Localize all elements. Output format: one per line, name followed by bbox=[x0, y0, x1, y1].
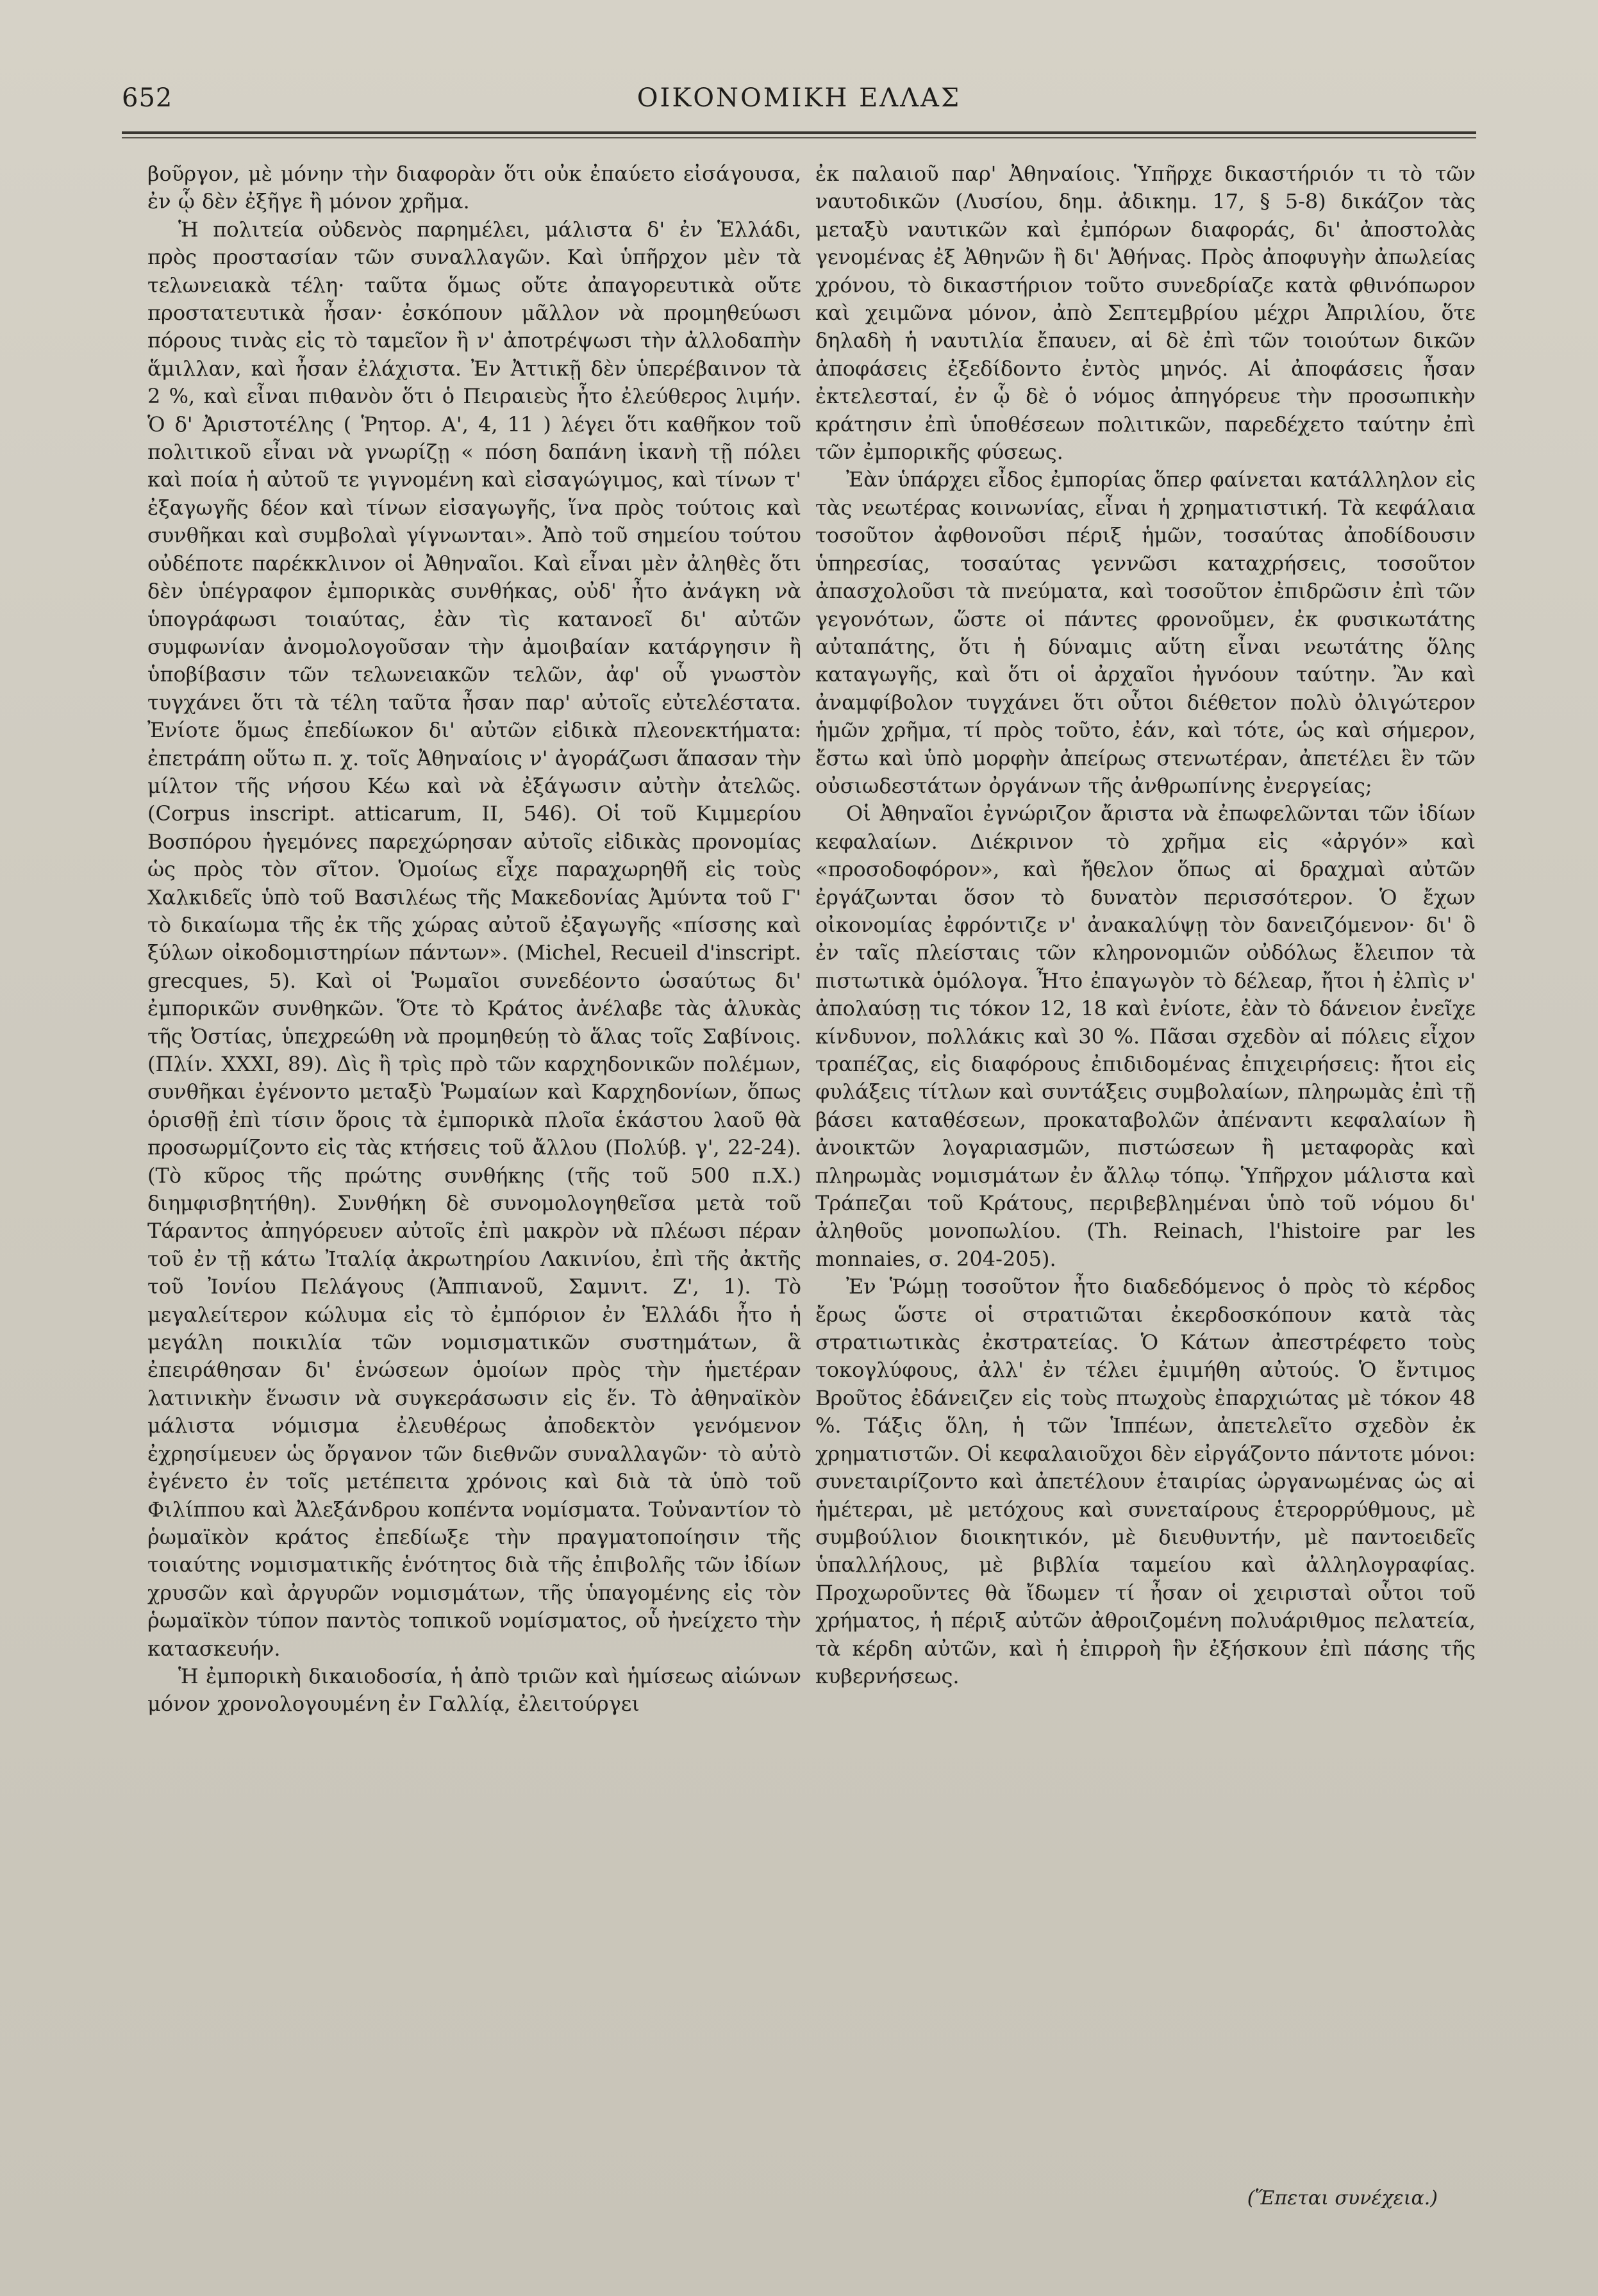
left-column bbox=[147, 160, 801, 1718]
running-title: ΟΙΚΟΝΟΜΙΚΗ ΕΛΛΑΣ bbox=[637, 83, 961, 113]
paragraph: Οἱ Ἀθηναῖοι ἐγνώριζον ἄριστα νὰ ἐπωφελῶνται τῶν ἰδίων κεφαλαίων. Διέκρινον τὸ χρῆμα εἰς «ἀργόν» καὶ «προσοδοφόρον», καὶ ἤθελον ὅπως αἱ δραχμαὶ αὐτῶν ἐργάζωνται ὅσον τὸ δυνατὸν περισσότερον. Ὁ ἔχων οἰκονομίας ἐφρόντιζε ν' ἀνακαλύψῃ τὸν δανειζόμενον· δι' ὃ ἐν ταῖς πλείσταις τῶν κληρονομιῶν οὐδόλως ἔλειπον τὰ πιστωτικὰ ὁμόλογα. Ἦτο ἐπαγωγὸν τὸ δέλεαρ, ἤτοι ἡ ἐλπὶς ν' ἀπολαύσῃ τις τόκον 12, 18 καὶ ἐνίοτε, ἐὰν τὸ δάνειον ἐνεῖχε κίνδυνον, πολλάκις καὶ 30 %. Πᾶσαι σχεδὸν αἱ πόλεις εἶχον τραπέζας, εἰς διαφόρους ἐπιδιδομένας ἐπιχειρήσεις: ἤτοι εἰς φυλάξεις τίτλων καὶ συντάξεις συμβολαίων, πληρωμὰς ἐπὶ τῇ βάσει καταθέσεων, προκαταβολῶν ἀπέναντι κεφαλαίων ἢ ἀνοικτῶν λογαριασμῶν, πιστώσεων ἢ μεταφορὰς καὶ πληρωμὰς νομισμάτων ἐν ἄλλῳ τόπῳ. Ὑπῆρχον μάλιστα καὶ Τράπεζαι τοῦ Κράτους, περιβεβλημέναι ὑπὸ τοῦ νόμου δι' ἀληθοῦς μονοπωλίου. (Th. Reinach, l'histoire par les monnaies, σ. 204-205). bbox=[815, 801, 1476, 1271]
page-header bbox=[122, 83, 1476, 135]
page-number: 652 bbox=[122, 83, 173, 113]
paragraph: βοῦργον, μὲ μόνην τὴν διαφορὰν ὅτι οὐκ ἐπαύετο εἰσάγουσα, ἐν ᾧ δὲν ἐξῆγε ἢ μόνον χρῆμα. bbox=[147, 162, 801, 214]
continued-note: (Ἕπεται συνέχεια.) bbox=[1247, 2187, 1438, 2209]
header-rule bbox=[122, 131, 1476, 134]
paragraph: Ἡ πολιτεία οὐδενὸς παρημέλει, μάλιστα δ' ἐν Ἑλλάδι, πρὸς προστασίαν τῶν συναλλαγῶν. Καὶ ὑπῆρχον μὲν τὰ τελωνειακὰ τέλη· ταῦτα ὅμως οὔτε ἀπαγορευτικὰ οὔτε προστατευτικὰ ἦσαν· ἐσκόπουν μᾶλλον νὰ προμηθεύωσι πόρους τινὰς εἰς τὸ ταμεῖον ἢ ν' ἀποτρέψωσι τὴν ἀλλοδαπὴν ἅμιλλαν, καὶ ἦσαν ἐλάχιστα. Ἐν Ἀττικῇ δὲν ὑπερέβαινον τὰ 2 %, καὶ εἶναι πιθανὸν ὅτι ὁ Πειραιεὺς ἦτο ἐλεύθερος λιμήν. Ὁ δ' Ἀριστοτέλης ( Ῥητορ. Α', 4, 11 ) λέγει ὅτι καθῆκον τοῦ πολιτικοῦ εἶναι νὰ γνωρίζῃ « πόση δαπάνη ἱκανὴ τῇ πόλει καὶ ποία ἡ αὐτοῦ τε γιγνομένη καὶ εἰσαγώγιμος, καὶ τίνων τ' ἐξαγωγῆς δέον καὶ τίνων εἰσαγωγῆς, ἵνα πρὸς τούτοις καὶ συνθῆκαι καὶ συμβολαὶ γίγνωνται». Ἀπὸ τοῦ σημείου τούτου οὐδέποτε παρέκκλινον οἱ Ἀθηναῖοι. Καὶ εἶναι μὲν ἀληθὲς ὅτι δὲν ὑπέγραφον ἐμπορικὰς συνθήκας, οὐδ' ἦτο ἀνάγκη νὰ ὑπογράφωσι τοιαύτας, ἐὰν τὶς κατανοεῖ δι' αὐτῶν συμφωνίαν ἀνομολογοῦσαν τὴν ἀμοιβαίαν κατάργησιν ἢ ὑποβίβασιν τῶν τελωνειακῶν τελῶν, ἀφ' οὗ γνωστὸν τυγχάνει ὅτι τὰ τέλη ταῦτα ἦσαν παρ' αὐτοῖς εὐτελέστατα. Ἐνίοτε ὅμως ἐπεδίωκον δι' αὐτῶν εἰδικὰ πλεονεκτήματα: ἐπετράπη οὕτω π. χ. τοῖς Ἀθηναίοις ν' ἀγοράζωσι ἅπασαν τὴν μίλτον τῆς νήσου Κέω καὶ νὰ ἐξάγωσιν αὐτὴν ἀτελῶς. (Corpus inscript. atticarum, II, 546). Οἱ τοῦ Κιμμερίου Βοσπόρου ἡγεμόνες παρεχώρησαν αὐτοῖς εἰδικὰς προνομίας ὡς πρὸς τὸν σῖτον. Ὁμοίως εἶχε παραχωρηθῆ εἰς τοὺς Χαλκιδεῖς ὑπὸ τοῦ Βασιλέως τῆς Μακεδονίας Ἀμύντα τοῦ Γ' τὸ δικαίωμα τῆς ἐκ τῆς χώρας αὐτοῦ ἐξαγωγῆς «πίσσης καὶ ξύλων οἰκοδομιστηρίων πάντων». (Michel, Recueil d'inscript. grecques, 5). Καὶ οἱ Ῥωμαῖοι συνεδέοντο ὡσαύτως δι' ἐμπορικῶν συνθηκῶν. Ὅτε τὸ Κράτος ἀνέλαβε τὰς ἁλυκὰς τῆς Ὀστίας, ὑπεχρεώθη νὰ προμηθεύῃ τὸ ἅλας τοῖς Σαβίνοις. (Πλίν. XXXI, 89). Δὶς ἢ τρὶς πρὸ τῶν καρχηδονικῶν πολέμων, συνθῆκαι ἐγένοντο μεταξὺ Ῥωμαίων καὶ Καρχηδονίων, ὅπως ὁρισθῇ ἐπὶ τίσιν ὅροις τὰ ἐμπορικὰ πλοῖα ἑκάστου λαοῦ θὰ προσωρμίζοντο εἰς τὰς κτήσεις τοῦ ἄλλου (Πολύβ. γ', 22-24). (Τὸ κῦρος τῆς πρώτης συνθήκης (τῆς τοῦ 500 π.Χ.) διημφισβητήθη). Συνθήκη δὲ συνομολογηθεῖσα μετὰ τοῦ Τάραντος ἀπηγόρευεν αὐτοῖς ἐπὶ μακρὸν νὰ πλέωσι πέραν τοῦ ἐν τῇ κάτω Ἰταλίᾳ ἀκρωτηρίου Λακινίου, ἐπὶ τῆς ἀκτῆς τοῦ Ἰονίου Πελάγους (Ἀππιανοῦ, Σαμνιτ. Ζ', 1). Τὸ μεγαλείτερον κώλυμα εἰς τὸ ἐμπόριον ἐν Ἑλλάδι ἦτο ἡ μεγάλη ποικιλία τῶν νομισματικῶν συστημάτων, ἃ ἐπειράθησαν δι' ἑνώσεων ὁμοίων πρὸς τὴν ἡμετέραν λατινικὴν ἕνωσιν νὰ συγκεράσωσιν εἰς ἕν. Τὸ ἀθηναϊκὸν μάλιστα νόμισμα ἐλευθέρως ἀποδεκτὸν γενόμενον ἐχρησίμευεν ὡς ὄργανον τῶν διεθνῶν συναλλαγῶν· τὸ αὐτὸ ἐγένετο ἐν τοῖς μετέπειτα χρόνοις καὶ διὰ τὰ ὑπὸ τοῦ Φιλίππου καὶ Ἀλεξάνδρου κοπέντα νομίσματα. Τοὐναντίον τὸ ῥωμαϊκὸν κράτος ἐπεδίωξε τὴν πραγματοποίησιν τῆς τοιαύτης νομισματικῆς ἑνότητος διὰ τῆς ἐπιβολῆς τῶν ἰδίων χρυσῶν καὶ ἀργυρῶν νομισμάτων, τῆς ὑπαγομένης εἰς τὸν ῥωμαϊκὸν τύπον παντὸς τοπικοῦ νομίσματος, οὗ ἠνείχετο τὴν κατασκευήν. bbox=[147, 217, 801, 1661]
paragraph: Ἡ ἐμπορικὴ δικαιοδοσία, ἡ ἀπὸ τριῶν καὶ ἡμίσεως αἰώνων μόνον χρονολογουμένη ἐν Γαλλίᾳ, ἐλειτούργει bbox=[147, 1663, 801, 1717]
paragraph: Ἐν Ῥώμῃ τοσοῦτον ἦτο διαδεδόμενος ὁ πρὸς τὸ κέρδος ἔρως ὥστε οἱ στρατιῶται ἐκερδοσκόπουν κατὰ τὰς στρατιωτικὰς ἐκστρατείας. Ὁ Κάτων ἀπεστρέφετο τοὺς τοκογλύφους, ἀλλ' ἐν τέλει ἐμιμήθη αὐτούς. Ὁ ἔντιμος Βροῦτος ἐδάνειζεν εἰς τοὺς πτωχοὺς ἐπαρχιώτας μὲ τόκον 48 %. Τάξις ὅλη, ἡ τῶν Ἱππέων, ἀπετελεῖτο σχεδὸν ἐκ χρηματιστῶν. Οἱ κεφαλαιοῦχοι δὲν εἰργάζοντο πάντοτε μόνοι: συνεταιρίζοντο καὶ ἀπετέλουν ἑταιρίας ὠργανωμένας ὡς αἱ ἡμέτεραι, μὲ μετόχους καὶ συνεταίρους ἑτερορρύθμους, μὲ συμβούλιον διοικητικόν, μὲ διευθυντήν, μὲ παντοειδεῖς ὑπαλλήλους, μὲ βιβλία ταμείου καὶ ἀλληλογραφίας. Προχωροῦντες θὰ ἴδωμεν τί ἦσαν οἱ χειρισταὶ οὗτοι τοῦ χρήματος, ἡ πέριξ αὐτῶν ἀθροιζομένη πολυάριθμος πελατεία, τὰ κέρδη αὐτῶν, καὶ ἡ ἐπιρροὴ ἣν ἐξήσκουν ἐπὶ πάσης τῆς κυβερνήσεως. bbox=[815, 1274, 1476, 1688]
header-rule-thin bbox=[122, 137, 1476, 138]
paragraph: ἐκ παλαιοῦ παρ' Ἀθηναίοις. Ὑπῆρχε δικαστήριόν τι τὸ τῶν ναυτοδικῶν (Λυσίου, δημ. ἀδικημ. 17, § 5-8) δικάζον τὰς μεταξὺ ναυτικῶν καὶ ἐμπόρων διαφοράς, δι' ἀποστολὰς γενομένας ἐξ Ἀθηνῶν ἢ δι' Ἀθήνας. Πρὸς ἀποφυγὴν ἀπωλείας χρόνου, τὸ δικαστήριον τοῦτο συνεδρίαζε κατὰ φθινόπωρον καὶ χειμῶνα μόνον, ἀπὸ Σεπτεμβρίου μέχρι Ἀπριλίου, ὅτε δηλαδὴ ἡ ναυτιλία ἔπαυεν, αἱ δὲ ἐπὶ τῶν τοιούτων δικῶν ἀποφάσεις ἐξεδίδοντο ἐντὸς μηνός. Αἱ ἀποφάσεις ἦσαν ἐκτελεσταί, ἐν ᾧ δὲ ὁ νόμος ἀπηγόρευε τὴν προσωπικὴν κράτησιν ἐπὶ ὑποθέσεων πολιτικῶν, παρεδέχετο ταύτην ἐπὶ τῶν ἐμπορικῆς φύσεως. bbox=[815, 162, 1476, 465]
paragraph: Ἐὰν ὑπάρχει εἶδος ἐμπορίας ὅπερ φαίνεται κατάλληλον εἰς τὰς νεωτέρας κοινωνίας, εἶναι ἡ χρηματιστική. Τὰ κεφάλαια τοσοῦτον ἀφθονοῦσι πέριξ ἡμῶν, τοσαύτας ἀποδίδουσιν ὑπηρεσίας, τοσαύτας γεννῶσι καταχρήσεις, τοσοῦτον ἀπασχολοῦσι τὰ πνεύματα, καὶ τοσοῦτον ἐπιδρῶσιν ἐπὶ τῶν γεγονότων, ὥστε οἱ πάντες φρονοῦμεν, ἐκ φυσικωτάτης αὐταπάτης, ὅτι ἡ δύναμις αὕτη εἶναι νεωτάτης ὅλης καταγωγῆς, καὶ ὅτι οἱ ἀρχαῖοι ἠγνόουν ταύτην. Ἂν καὶ ἀναμφίβολον τυγχάνει ὅτι οὗτοι διέθετον πολὺ ὀλιγώτερον ἡμῶν χρῆμα, τί πρὸς τοῦτο, ἐάν, καὶ τότε, ὡς καὶ σήμερον, ἔστω καὶ ὑπὸ μορφὴν ἀπείρως στενωτέραν, ἀπετέλει ἓν τῶν οὐσιωδεστάτων ὀργάνων τῆς ἀνθρωπίνης ἐνεργείας; bbox=[815, 467, 1476, 798]
right-column bbox=[815, 160, 1476, 1690]
